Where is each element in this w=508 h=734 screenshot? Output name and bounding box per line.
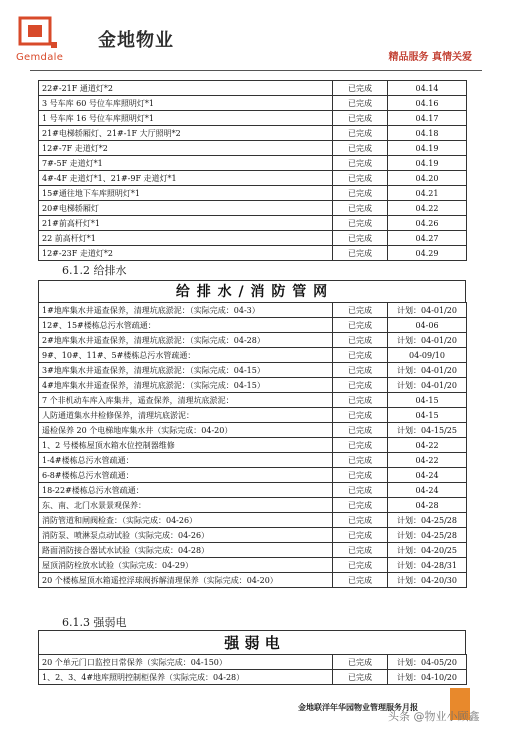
lighting-table	[38, 80, 467, 261]
table-row	[39, 126, 467, 141]
task-cell: 22 前高杆灯*1	[39, 231, 333, 246]
date-cell: 04.17	[388, 111, 467, 126]
date-cell: 04.21	[388, 186, 467, 201]
task-cell: 4#地库集水井遥查保养，清理坑底淤泥：（实际完成：04-15）	[39, 378, 333, 393]
task-cell: 12#-23F 走道灯*2	[39, 246, 333, 261]
date-cell: 计划：04-28/31	[388, 558, 467, 573]
status-cell: 已完成	[333, 513, 388, 528]
date-cell: 04.14	[388, 81, 467, 96]
task-cell: 3#地库集水井遥查保养，清理坑底淤泥：（实际完成：04-15）	[39, 363, 333, 378]
date-cell: 04.26	[388, 216, 467, 231]
task-cell: 1#地库集水井遥查保养，清理坑底淤泥：（实际完成：04-3）	[39, 303, 333, 318]
task-cell: 屋顶消防栓放水试验（实际完成：04-29）	[39, 558, 333, 573]
status-cell: 已完成	[333, 171, 388, 186]
task-cell: 1、2、3、4#地库照明控制柜保养（实际完成：04-28）	[39, 670, 333, 685]
table-row	[39, 408, 467, 423]
date-cell: 计划：04-10/20	[388, 670, 467, 685]
task-cell: 人防通道集水井检修保养，清理坑底淤泥：	[39, 408, 333, 423]
date-cell: 04-15	[388, 408, 467, 423]
task-cell: 消防管道和闸阀检查：（实际完成：04-26）	[39, 513, 333, 528]
status-cell: 已完成	[333, 655, 388, 670]
task-cell: 东、南、北门水景景观保养：	[39, 498, 333, 513]
table-row	[39, 303, 467, 318]
page-header	[14, 12, 494, 68]
task-cell: 路面消防接合器试水试验（实际完成：04-28）	[39, 543, 333, 558]
table-row	[39, 216, 467, 231]
table-row	[39, 81, 467, 96]
date-cell: 计划：04-20/30	[388, 573, 467, 588]
status-cell: 已完成	[333, 468, 388, 483]
power-banner: 强 弱 电	[38, 630, 466, 654]
task-cell: 7 个非机动车库入库集井，遥查保养，清理坑底淤泥：	[39, 393, 333, 408]
task-cell: 7#-5F 走道灯*1	[39, 156, 333, 171]
date-cell: 04-09/10	[388, 348, 467, 363]
logo-chinese: 金地物业	[98, 30, 174, 51]
table-row	[39, 528, 467, 543]
task-cell: 1、2 号楼栋屋顶水箱水位控制器维修	[39, 438, 333, 453]
table-row	[39, 393, 467, 408]
task-cell: 21#前高杆灯*1	[39, 216, 333, 231]
footer-title: 金地联洋年华园物业管理服务月报	[298, 703, 418, 712]
date-cell: 04-24	[388, 483, 467, 498]
status-cell: 已完成	[333, 453, 388, 468]
table-row	[39, 498, 467, 513]
date-cell: 04.20	[388, 171, 467, 186]
date-cell: 04.16	[388, 96, 467, 111]
task-cell: 6-8#楼栋总污水管疏通：	[39, 468, 333, 483]
status-cell: 已完成	[333, 111, 388, 126]
date-cell: 计划：04-01/20	[388, 303, 467, 318]
table-row	[39, 573, 467, 588]
table-row	[39, 483, 467, 498]
status-cell: 已完成	[333, 423, 388, 438]
date-cell: 04-15	[388, 393, 467, 408]
status-cell: 已完成	[333, 231, 388, 246]
task-cell: 18-22#楼栋总污水管疏通：	[39, 483, 333, 498]
status-cell: 已完成	[333, 318, 388, 333]
task-cell: 12#-7F 走道灯*2	[39, 141, 333, 156]
status-cell: 已完成	[333, 363, 388, 378]
date-cell: 04.27	[388, 231, 467, 246]
table-row	[39, 96, 467, 111]
table-row	[39, 111, 467, 126]
status-cell: 已完成	[333, 156, 388, 171]
status-cell: 已完成	[333, 186, 388, 201]
gemdale-logo-icon	[18, 16, 58, 50]
date-cell: 计划：04-25/28	[388, 513, 467, 528]
task-cell: 20#电梯轿厢灯	[39, 201, 333, 216]
table-row	[39, 156, 467, 171]
status-cell: 已完成	[333, 246, 388, 261]
task-cell: 3 号车库 60 号位车库照明灯*1	[39, 96, 333, 111]
task-cell: 遥检保养 20 个电梯地库集水井（实际完成：04-20）	[39, 423, 333, 438]
table-row	[39, 348, 467, 363]
table-row	[39, 423, 467, 438]
table-row	[39, 543, 467, 558]
status-cell: 已完成	[333, 126, 388, 141]
status-cell: 已完成	[333, 558, 388, 573]
date-cell: 计划：04-15/25	[388, 423, 467, 438]
table-row	[39, 171, 467, 186]
date-cell: 04-22	[388, 453, 467, 468]
table-row	[39, 141, 467, 156]
status-cell: 已完成	[333, 216, 388, 231]
status-cell: 已完成	[333, 438, 388, 453]
status-cell: 已完成	[333, 348, 388, 363]
date-cell: 计划：04-05/20	[388, 655, 467, 670]
date-cell: 04.22	[388, 201, 467, 216]
table-row	[39, 201, 467, 216]
section-heading-power: 6.1.3 强弱电	[62, 616, 127, 629]
water-banner: 给 排 水 / 消 防 管 网	[38, 280, 466, 302]
status-cell: 已完成	[333, 543, 388, 558]
watermark: 头条 @物业小顾鑫	[388, 710, 480, 723]
task-cell: 1-4#楼栋总污水管疏通：	[39, 453, 333, 468]
status-cell: 已完成	[333, 303, 388, 318]
date-cell: 计划：04-20/25	[388, 543, 467, 558]
date-cell: 04-28	[388, 498, 467, 513]
table-row	[39, 655, 467, 670]
logo-english: Gemdale	[16, 52, 64, 63]
status-cell: 已完成	[333, 201, 388, 216]
task-cell: 20 个单元门口监控日常保养（实际完成：04-150）	[39, 655, 333, 670]
table-row	[39, 468, 467, 483]
status-cell: 已完成	[333, 498, 388, 513]
date-cell: 04-24	[388, 468, 467, 483]
table-row	[39, 186, 467, 201]
header-divider	[30, 70, 482, 71]
task-cell: 消防泵、喷淋泵点动试验（实际完成：04-26）	[39, 528, 333, 543]
task-cell: 22#-21F 通道灯*2	[39, 81, 333, 96]
task-cell: 2#地库集水井遥查保养，清理坑底淤泥：（实际完成：04-28）	[39, 333, 333, 348]
status-cell: 已完成	[333, 393, 388, 408]
status-cell: 已完成	[333, 333, 388, 348]
table-row	[39, 378, 467, 393]
table-row	[39, 453, 467, 468]
table-row	[39, 558, 467, 573]
date-cell: 04.19	[388, 156, 467, 171]
table-row	[39, 670, 467, 685]
task-cell: 20 个楼栋屋顶水箱遥控浮球阀拆解清理保养（实际完成：04-20）	[39, 573, 333, 588]
table-row	[39, 318, 467, 333]
status-cell: 已完成	[333, 141, 388, 156]
table-row	[39, 333, 467, 348]
date-cell: 04-06	[388, 318, 467, 333]
date-cell: 计划：04-01/20	[388, 378, 467, 393]
status-cell: 已完成	[333, 528, 388, 543]
task-cell: 21#电梯轿厢灯、21#-1F 大厅照明*2	[39, 126, 333, 141]
section-heading-water: 6.1.2 给排水	[62, 264, 127, 277]
task-cell: 15#通往地下车库照明灯*1	[39, 186, 333, 201]
power-table	[38, 654, 467, 685]
status-cell: 已完成	[333, 408, 388, 423]
table-row	[39, 513, 467, 528]
date-cell: 04.18	[388, 126, 467, 141]
status-cell: 已完成	[333, 483, 388, 498]
status-cell: 已完成	[333, 81, 388, 96]
table-row	[39, 438, 467, 453]
status-cell: 已完成	[333, 378, 388, 393]
status-cell: 已完成	[333, 670, 388, 685]
task-cell: 1 号车库 16 号位车库照明灯*1	[39, 111, 333, 126]
task-cell: 4#-4F 走道灯*1、21#-9F 走道灯*1	[39, 171, 333, 186]
date-cell: 计划：04-01/20	[388, 363, 467, 378]
status-cell: 已完成	[333, 573, 388, 588]
date-cell: 计划：04-01/20	[388, 333, 467, 348]
task-cell: 12#、15#楼栋总污水管疏通：	[39, 318, 333, 333]
task-cell: 9#、10#、11#、5#楼栋总污水管疏通：	[39, 348, 333, 363]
date-cell: 04.19	[388, 141, 467, 156]
table-row	[39, 231, 467, 246]
slogan: 精品服务 真情关爱	[388, 52, 472, 63]
date-cell: 04.29	[388, 246, 467, 261]
table-row	[39, 246, 467, 261]
water-table	[38, 302, 467, 588]
date-cell: 04-22	[388, 438, 467, 453]
table-row	[39, 363, 467, 378]
date-cell: 计划：04-25/28	[388, 528, 467, 543]
status-cell: 已完成	[333, 96, 388, 111]
